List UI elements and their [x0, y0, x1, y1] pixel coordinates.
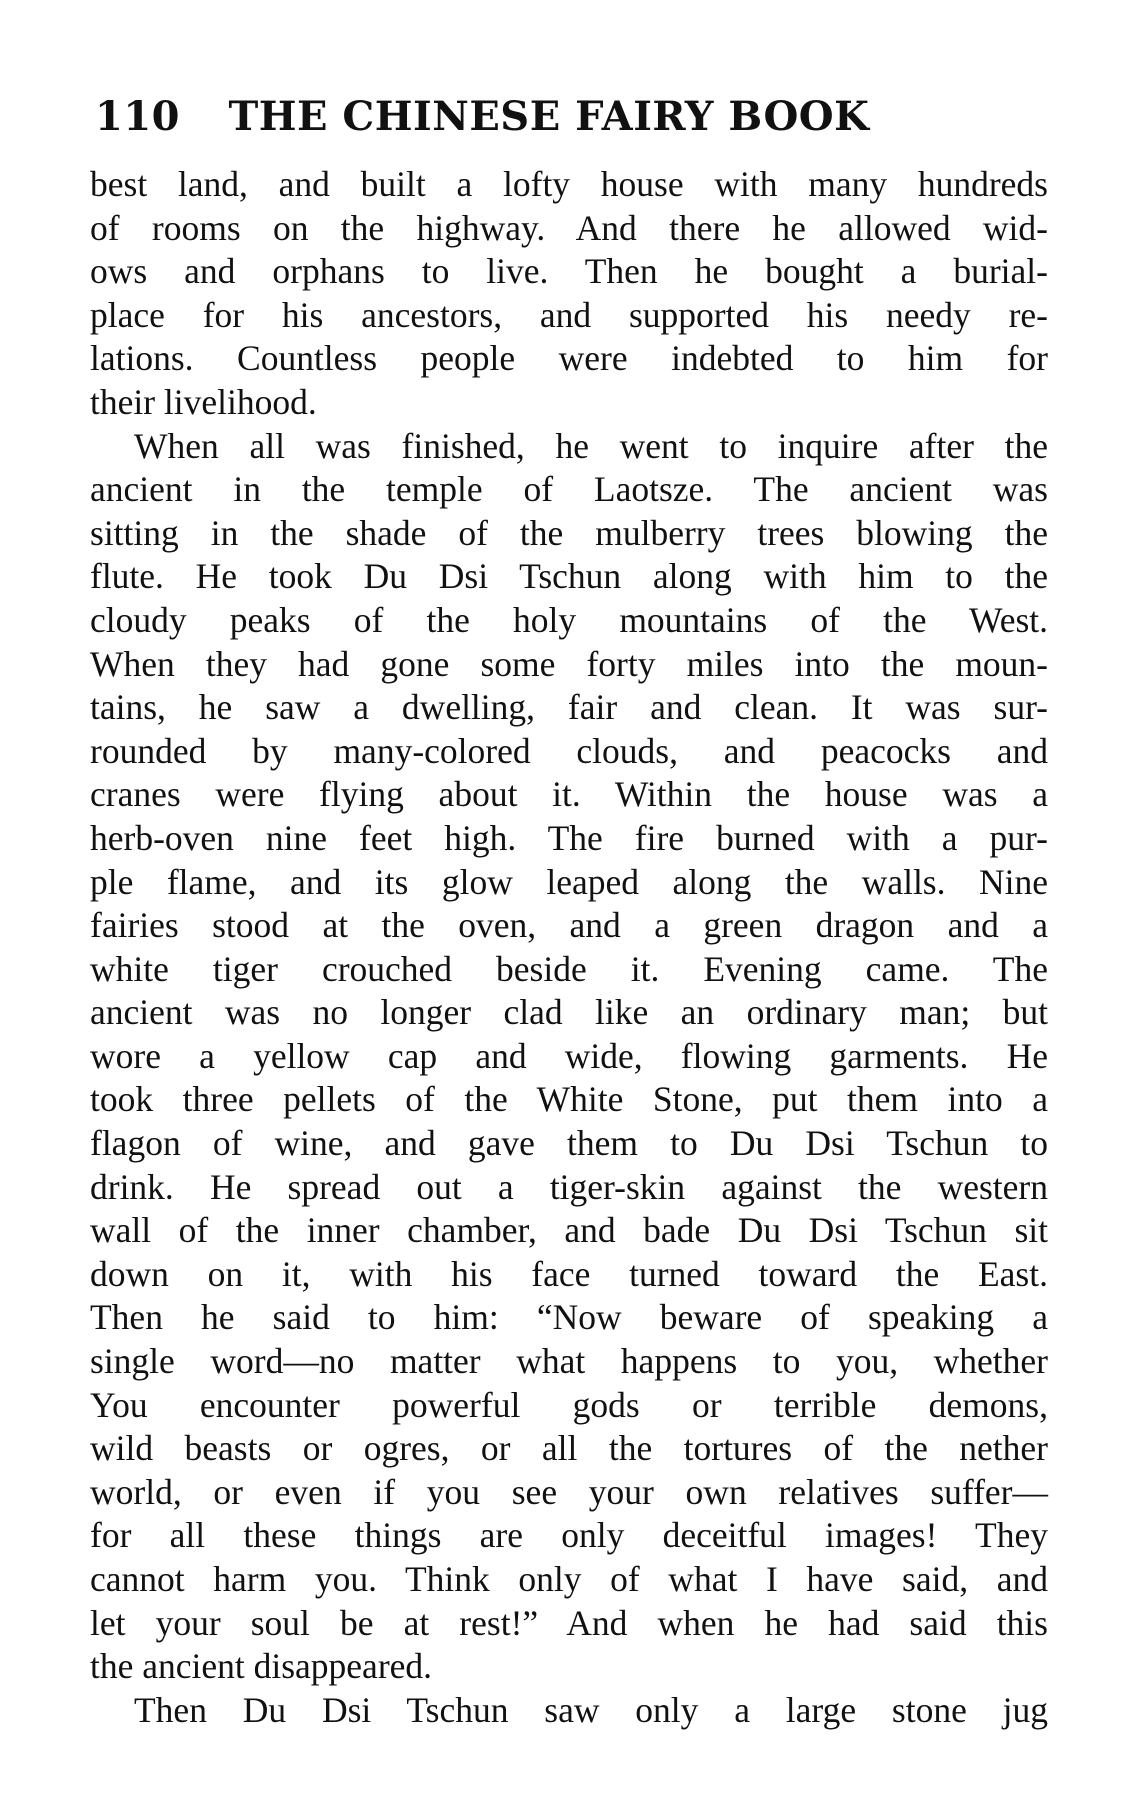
text-line: world, or even if you see your own relatives suffer— — [90, 1471, 1048, 1512]
text-line: ancient was no longer clad like an ordinary man; but — [90, 992, 1048, 1033]
text-line: the ancient disappeared. — [90, 1646, 433, 1687]
text-line: tains, he saw a dwelling, fair and clean. It was sur- — [90, 687, 1048, 728]
text-line: rounded by many-colored clouds, and peacocks and — [90, 730, 1048, 771]
text-line: down on it, with his face turned toward the East. — [90, 1253, 1048, 1294]
text-line: When they had gone some forty miles into the moun- — [90, 643, 1048, 684]
text-line: best land, and built a lofty house with many hundreds — [90, 164, 1048, 204]
text-line: ows and orphans to live. Then he bought a burial- — [90, 251, 1048, 292]
text-line: herb-oven nine feet high. The fire burned with a pur- — [90, 817, 1048, 858]
text-line: their livelihood. — [90, 381, 317, 422]
text-line: of rooms on the highway. And there he allowed wid- — [90, 207, 1048, 248]
text-line: fairies stood at the oven, and a green dragon and a — [90, 905, 1048, 946]
text-line: wild beasts or ogres, or all the tortures of the nether — [90, 1428, 1048, 1469]
text-line: place for his ancestors, and supported his needy re- — [90, 294, 1048, 335]
text-line: Then he said to him: “Now beware of speaking a — [90, 1297, 1048, 1338]
text-line: When all was finished, he went to inquire after the — [134, 425, 1048, 466]
text-line: You encounter powerful gods or terrible demons, — [90, 1384, 1048, 1425]
book-title: THE CHINESE FAIRY BOOK — [228, 93, 870, 140]
running-head — [95, 92, 1055, 142]
page-number: 110 — [95, 93, 180, 140]
text-line: white tiger crouched beside it. Evening came. The — [90, 948, 1048, 989]
text-line: ancient in the temple of Laotsze. The ancient was — [90, 469, 1048, 510]
text-line: wall of the inner chamber, and bade Du Dsi Tschun sit — [90, 1210, 1048, 1251]
text-line: ple flame, and its glow leaped along the walls. Nine — [90, 861, 1048, 902]
text-line: sitting in the shade of the mulberry trees blowing the — [90, 512, 1048, 553]
text-line: cranes were flying about it. Within the house was a — [90, 774, 1048, 815]
text-line: cloudy peaks of the holy mountains of the West. — [90, 599, 1048, 640]
body-text — [90, 163, 1048, 1732]
text-line: flagon of wine, and gave them to Du Dsi Tschun to — [90, 1123, 1048, 1164]
text-line: let your soul be at rest!” And when he had said this — [90, 1602, 1048, 1643]
text-line: wore a yellow cap and wide, flowing garments. He — [90, 1035, 1048, 1076]
text-line: lations. Countless people were indebted to him for — [90, 338, 1048, 379]
text-line: Then Du Dsi Tschun saw only a large stone jug — [134, 1689, 1048, 1730]
text-line: flute. He took Du Dsi Tschun along with him to the — [90, 556, 1048, 597]
text-line: took three pellets of the White Stone, put them into a — [90, 1079, 1048, 1120]
text-line: single word—no matter what happens to you, whether — [90, 1341, 1048, 1382]
text-line: for all these things are only deceitful images! They — [90, 1515, 1048, 1556]
text-line: drink. He spread out a tiger-skin against the western — [90, 1166, 1048, 1207]
text-line: cannot harm you. Think only of what I have said, and — [90, 1559, 1048, 1599]
